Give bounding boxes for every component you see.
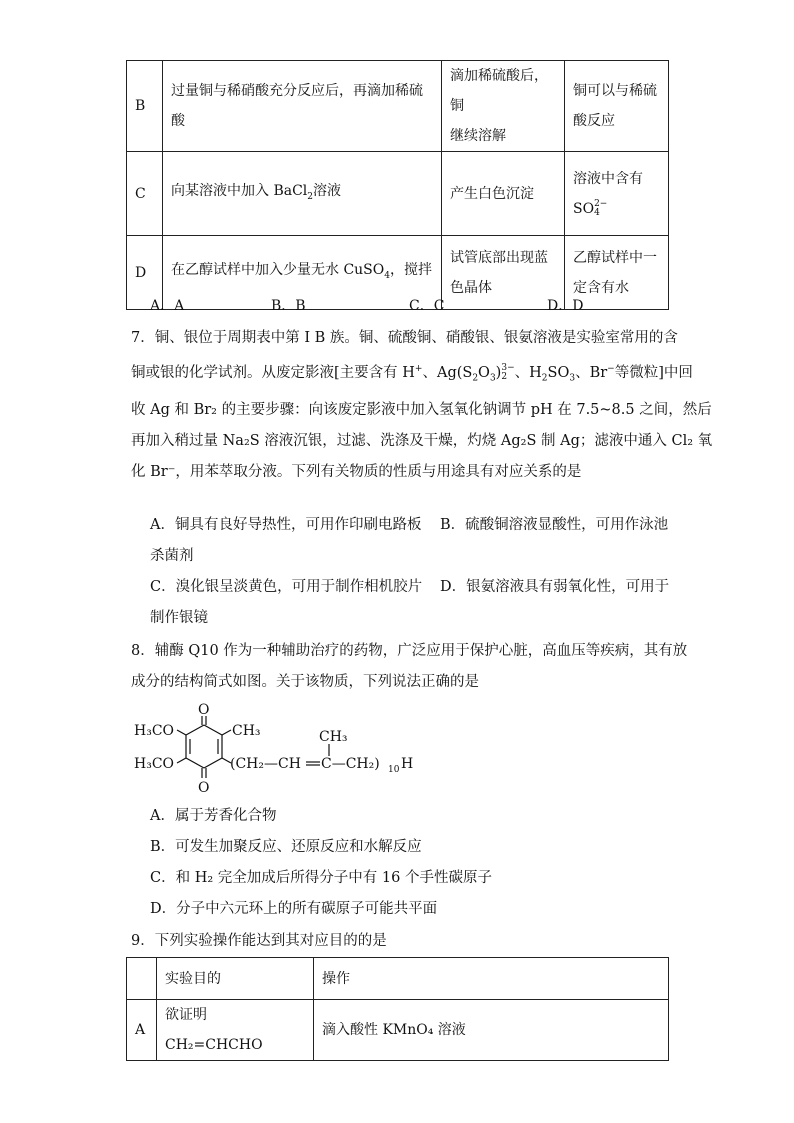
chain-part-c: C—CH₂) — [321, 756, 380, 772]
option-c[interactable]: C．和 H₂ 完全加成后所得分子中有 16 个手性碳原子 — [150, 870, 492, 886]
phen-line: 滴加稀硫酸后，铜 — [450, 68, 548, 114]
row-label: C — [127, 152, 163, 236]
q7-line-5: 化 Br⁻，用苯萃取分液。下列有关物质的性质与用途具有对应关系的是 — [131, 463, 582, 480]
q7-options — [150, 510, 670, 634]
option-b[interactable]: B．B — [271, 298, 306, 314]
chain-n: 10 — [388, 765, 400, 775]
row-label: A — [127, 1000, 157, 1061]
header-label — [127, 958, 157, 1000]
operation-cell: 过量铜与稀硝酸充分反应后，再滴加稀硫酸 — [163, 61, 442, 152]
chain-h: H — [401, 756, 414, 772]
row-label: D — [127, 236, 163, 310]
chain-part-a: (CH₂—CH — [230, 756, 301, 772]
conclusion-cell — [565, 152, 669, 236]
concl-line: 乙醇试样中一 — [573, 249, 657, 266]
concl-line: 酸反应 — [573, 113, 615, 129]
option-a[interactable]: A．铜具有良好导热性，可用作印刷电路板 — [150, 517, 422, 533]
option-d-cont: 制作银镜 — [150, 610, 208, 626]
table-row — [127, 152, 669, 236]
ring-methyl: CH₃ — [232, 723, 261, 739]
q9-title: 9．下列实验操作能达到其对应目的的是 — [131, 933, 387, 949]
option-d[interactable]: D．银氨溶液具有弱氧化性，可用于 — [440, 579, 670, 595]
header-purpose: 实验目的 — [157, 958, 314, 1000]
option-b[interactable]: B．硫酸铜溶液显酸性，可用作泳池 — [440, 517, 669, 533]
table-row — [127, 236, 669, 310]
q7-line-1: 7．铜、银位于周期表中第 I B 族。铜、硫酸铜、硝酸银、银氨溶液是实验室常用的含 — [131, 330, 678, 346]
option-c[interactable]: C．C — [409, 298, 445, 314]
row-label: B — [127, 61, 163, 152]
option-c[interactable]: C．溴化银呈淡黄色，可用于制作相机胶片 — [150, 579, 423, 595]
phen-line: 试管底部出现蓝 — [450, 249, 548, 266]
oxygen-top: O — [198, 702, 210, 718]
purpose-cell: 欲证明 CH₂=CHCHO — [157, 1000, 314, 1061]
table-row — [127, 1000, 669, 1061]
oxygen-bottom: O — [198, 780, 210, 796]
q9-table — [126, 957, 669, 1061]
option-a[interactable]: A．属于芳香化合物 — [150, 808, 277, 824]
q7-line-4: 再加入稍过量 Na₂S 溶液沉银，过滤、洗涤及干燥，灼烧 Ag₂S 制 Ag；滤液中通入 Cl₂ 氧 — [131, 432, 713, 449]
concl-line: 定含有水 — [573, 279, 629, 296]
header-operation: 操作 — [314, 958, 669, 1000]
q8-stem — [131, 636, 688, 698]
phenomenon-cell: 产生白色沉淀 — [442, 152, 565, 236]
operation-cell: 滴入酸性 KMnO₄ 溶液 — [314, 1000, 669, 1061]
operation-cell: 在乙醇试样中加入少量无水 CuSO$_4$，搅拌 — [163, 236, 442, 310]
q8-line-2: 成分的结构简式如图。关于该物质，下列说法正确的是 — [131, 674, 479, 690]
table-row — [127, 61, 669, 152]
concl-line: 溶液中含有 — [573, 170, 643, 187]
conclusion-cell — [565, 61, 669, 152]
phen-line: 继续溶解 — [450, 128, 506, 144]
methoxy-1: H₃CO — [134, 723, 175, 739]
option-b[interactable]: B．可发生加聚反应、还原反应和水解反应 — [150, 839, 422, 855]
concl-line: 铜可以与稀硫 — [573, 83, 657, 99]
phenomenon-cell — [442, 61, 565, 152]
q8-options — [150, 801, 670, 925]
q7-line-2: 铜或银的化学试剂。从废定影液[主要含有 H+、$Ag(S_2O_3)$ 3− 2 、$H_2SO_3$、Br−等微粒]中回 — [131, 362, 693, 384]
q8-line-1: 8．辅酶 Q10 作为一种辅助治疗的药物，广泛应用于保护心脏，高血压等疾病，其有放 — [131, 643, 688, 659]
option-a[interactable]: A．A — [150, 298, 185, 314]
concl-ion: SO 2− 4 — [573, 198, 608, 218]
option-d[interactable]: D．分子中六元环上的所有碳原子可能共平面 — [150, 901, 438, 917]
option-d[interactable]: D．D — [547, 298, 584, 314]
table-header-row — [127, 958, 669, 1000]
methoxy-2: H₃CO — [134, 756, 175, 772]
phen-line: 色晶体 — [450, 279, 492, 296]
side-methyl: CH₃ — [319, 729, 348, 745]
q7-stem — [131, 323, 713, 488]
q6-table — [126, 60, 669, 310]
option-b-cont: 杀菌剂 — [150, 548, 194, 564]
operation-cell: 向某溶液中加入 BaCl$_2$溶液 — [163, 152, 442, 236]
coenzyme-q10-structure — [130, 700, 420, 800]
q7-line-3: 收 Ag 和 Br₂ 的主要步骤：向该废定影液中加入氢氧化钠调节 pH 在 7.5~8.5 之间，然后 — [131, 401, 712, 418]
